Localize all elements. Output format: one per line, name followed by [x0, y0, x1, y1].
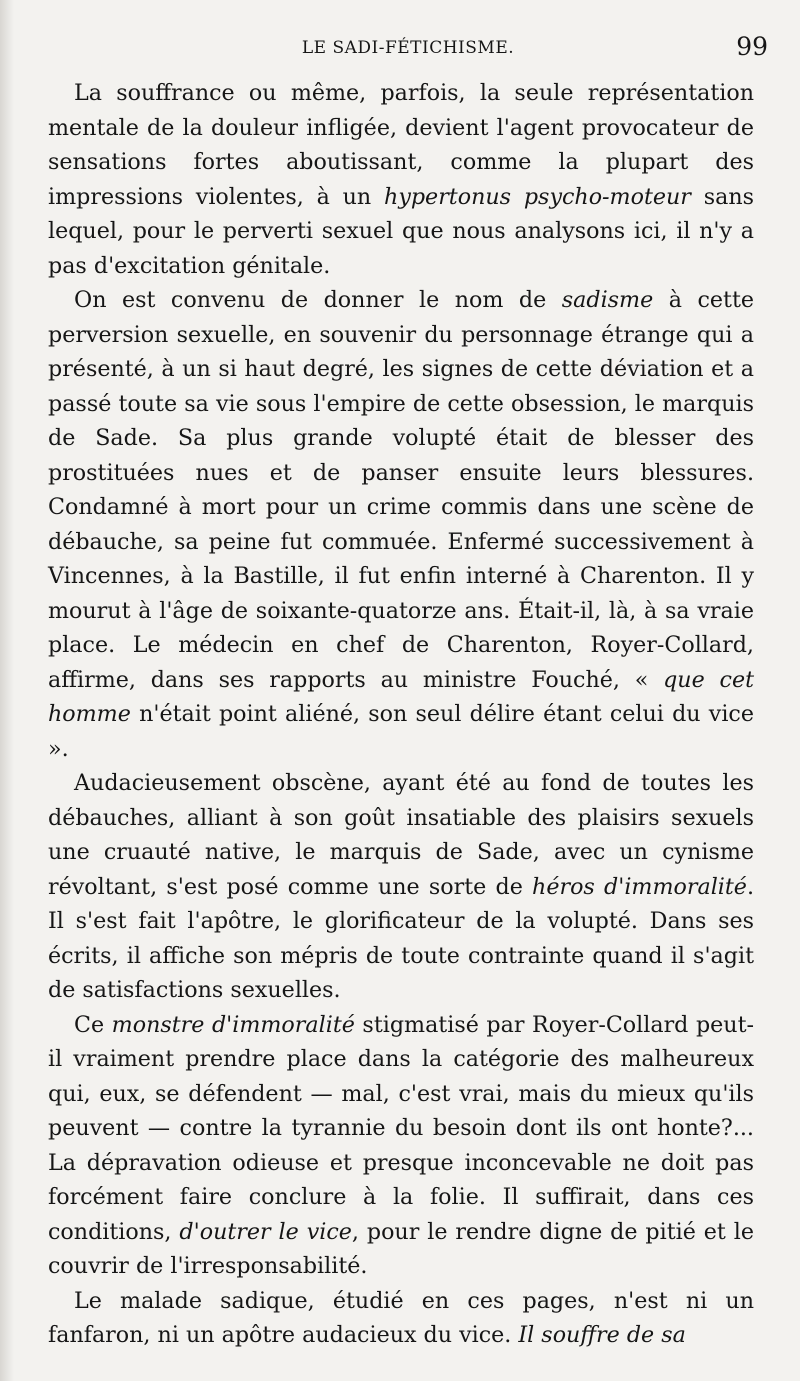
italic-term: d'outrer le vice [179, 1218, 352, 1245]
italic-term: monstre d'immoralité [111, 1011, 355, 1038]
paragraph-text: à cette perversion sexuelle, en souvenir du personnage étrange qui a présenté, à un si haut degré, les signes de cette déviation et a passé toute sa vie sous l'empire de cette obsession, le marquis de Sade. Sa plus grande volupté était de blesser des prostituées nues et de panser ensuite leurs blessures. Condamné à mort pour un crime commis dans une scène de débauche, sa peine fut commuée. Enfermé successivement à Vincennes, à la Bastille, il fut enfin interné à Charenton. Il y mourut à l'âge de soixante-quatorze ans. Était-il, là, à sa vraie place. Le médecin en chef de Charenton, Royer-Collard, affirme, dans ses rapports au ministre Fouché, « [48, 287, 754, 693]
paragraph [48, 283, 754, 766]
page-gutter-shadow [0, 0, 14, 1381]
paragraph [48, 76, 754, 283]
paragraph-text: Ce [74, 1011, 112, 1038]
paragraph-text: Le malade sadique, étudié en ces pages, n'est ni un fanfaron, ni un apôtre audacieux du vice. [48, 1287, 754, 1348]
paragraph [48, 1284, 754, 1353]
paragraph-text: La souffrance ou même, parfois, la seule représentation mentale de la douleur infligée, devient l'agent provocateur de sensations fortes aboutissant, comme la plupart des impressions violentes, à un [48, 80, 754, 210]
page-number: 99 [736, 32, 768, 61]
italic-term: hypertonus psycho-moteur [384, 183, 691, 210]
paragraph [48, 766, 754, 1008]
page-body [48, 76, 754, 1353]
paragraph-text: stigmatisé par Royer-Collard peut-il vraiment prendre place dans la catégorie des malheureux qui, eux, se défendent — mal, c'est vrai, mais du mieux qu'ils peuvent — contre la tyrannie du besoin dont ils ont honte?... La dépravation odieuse et presque inconcevable ne doit pas forcément faire conclure à la folie. Il suffirait, dans ces conditions, [48, 1011, 754, 1245]
italic-term: héros d'immoralité [532, 873, 747, 900]
paragraph-text: sans lequel, pour le perverti sexuel que nous analysons ici, il n'y a pas d'excitation génitale. [48, 183, 754, 279]
paragraph-text: , pour le rendre digne de pitié et le couvrir de l'irresponsabilité. [48, 1218, 754, 1279]
running-title: LE SADI-FÉTICHISME. [301, 38, 515, 58]
paragraph-text: On est convenu de donner le nom de [74, 287, 562, 313]
italic-term: sadisme [561, 287, 654, 313]
paragraph-text: n'était point aliéné, son seul délire étant celui du vice ». [48, 701, 754, 762]
paragraph-text: Audacieusement obscène, ayant été au fond de toutes les débauches, alliant à son goût insatiable des plaisirs sexuels une cruauté native, le marquis de Sade, avec un cynisme révoltant, s'est posé comme une sorte de [48, 770, 754, 900]
paragraph [48, 1008, 754, 1284]
paragraph-text: . Il s'est fait l'apôtre, le glorificateur de la volupté. Dans ses écrits, il affiche son mépris de toute contrainte quand il s'agit de satisfactions sexuelles. [48, 873, 754, 1003]
italic-term: Il souffre de sa [518, 1322, 686, 1348]
page-header [48, 30, 768, 70]
italic-quote: que cet homme [48, 666, 754, 727]
